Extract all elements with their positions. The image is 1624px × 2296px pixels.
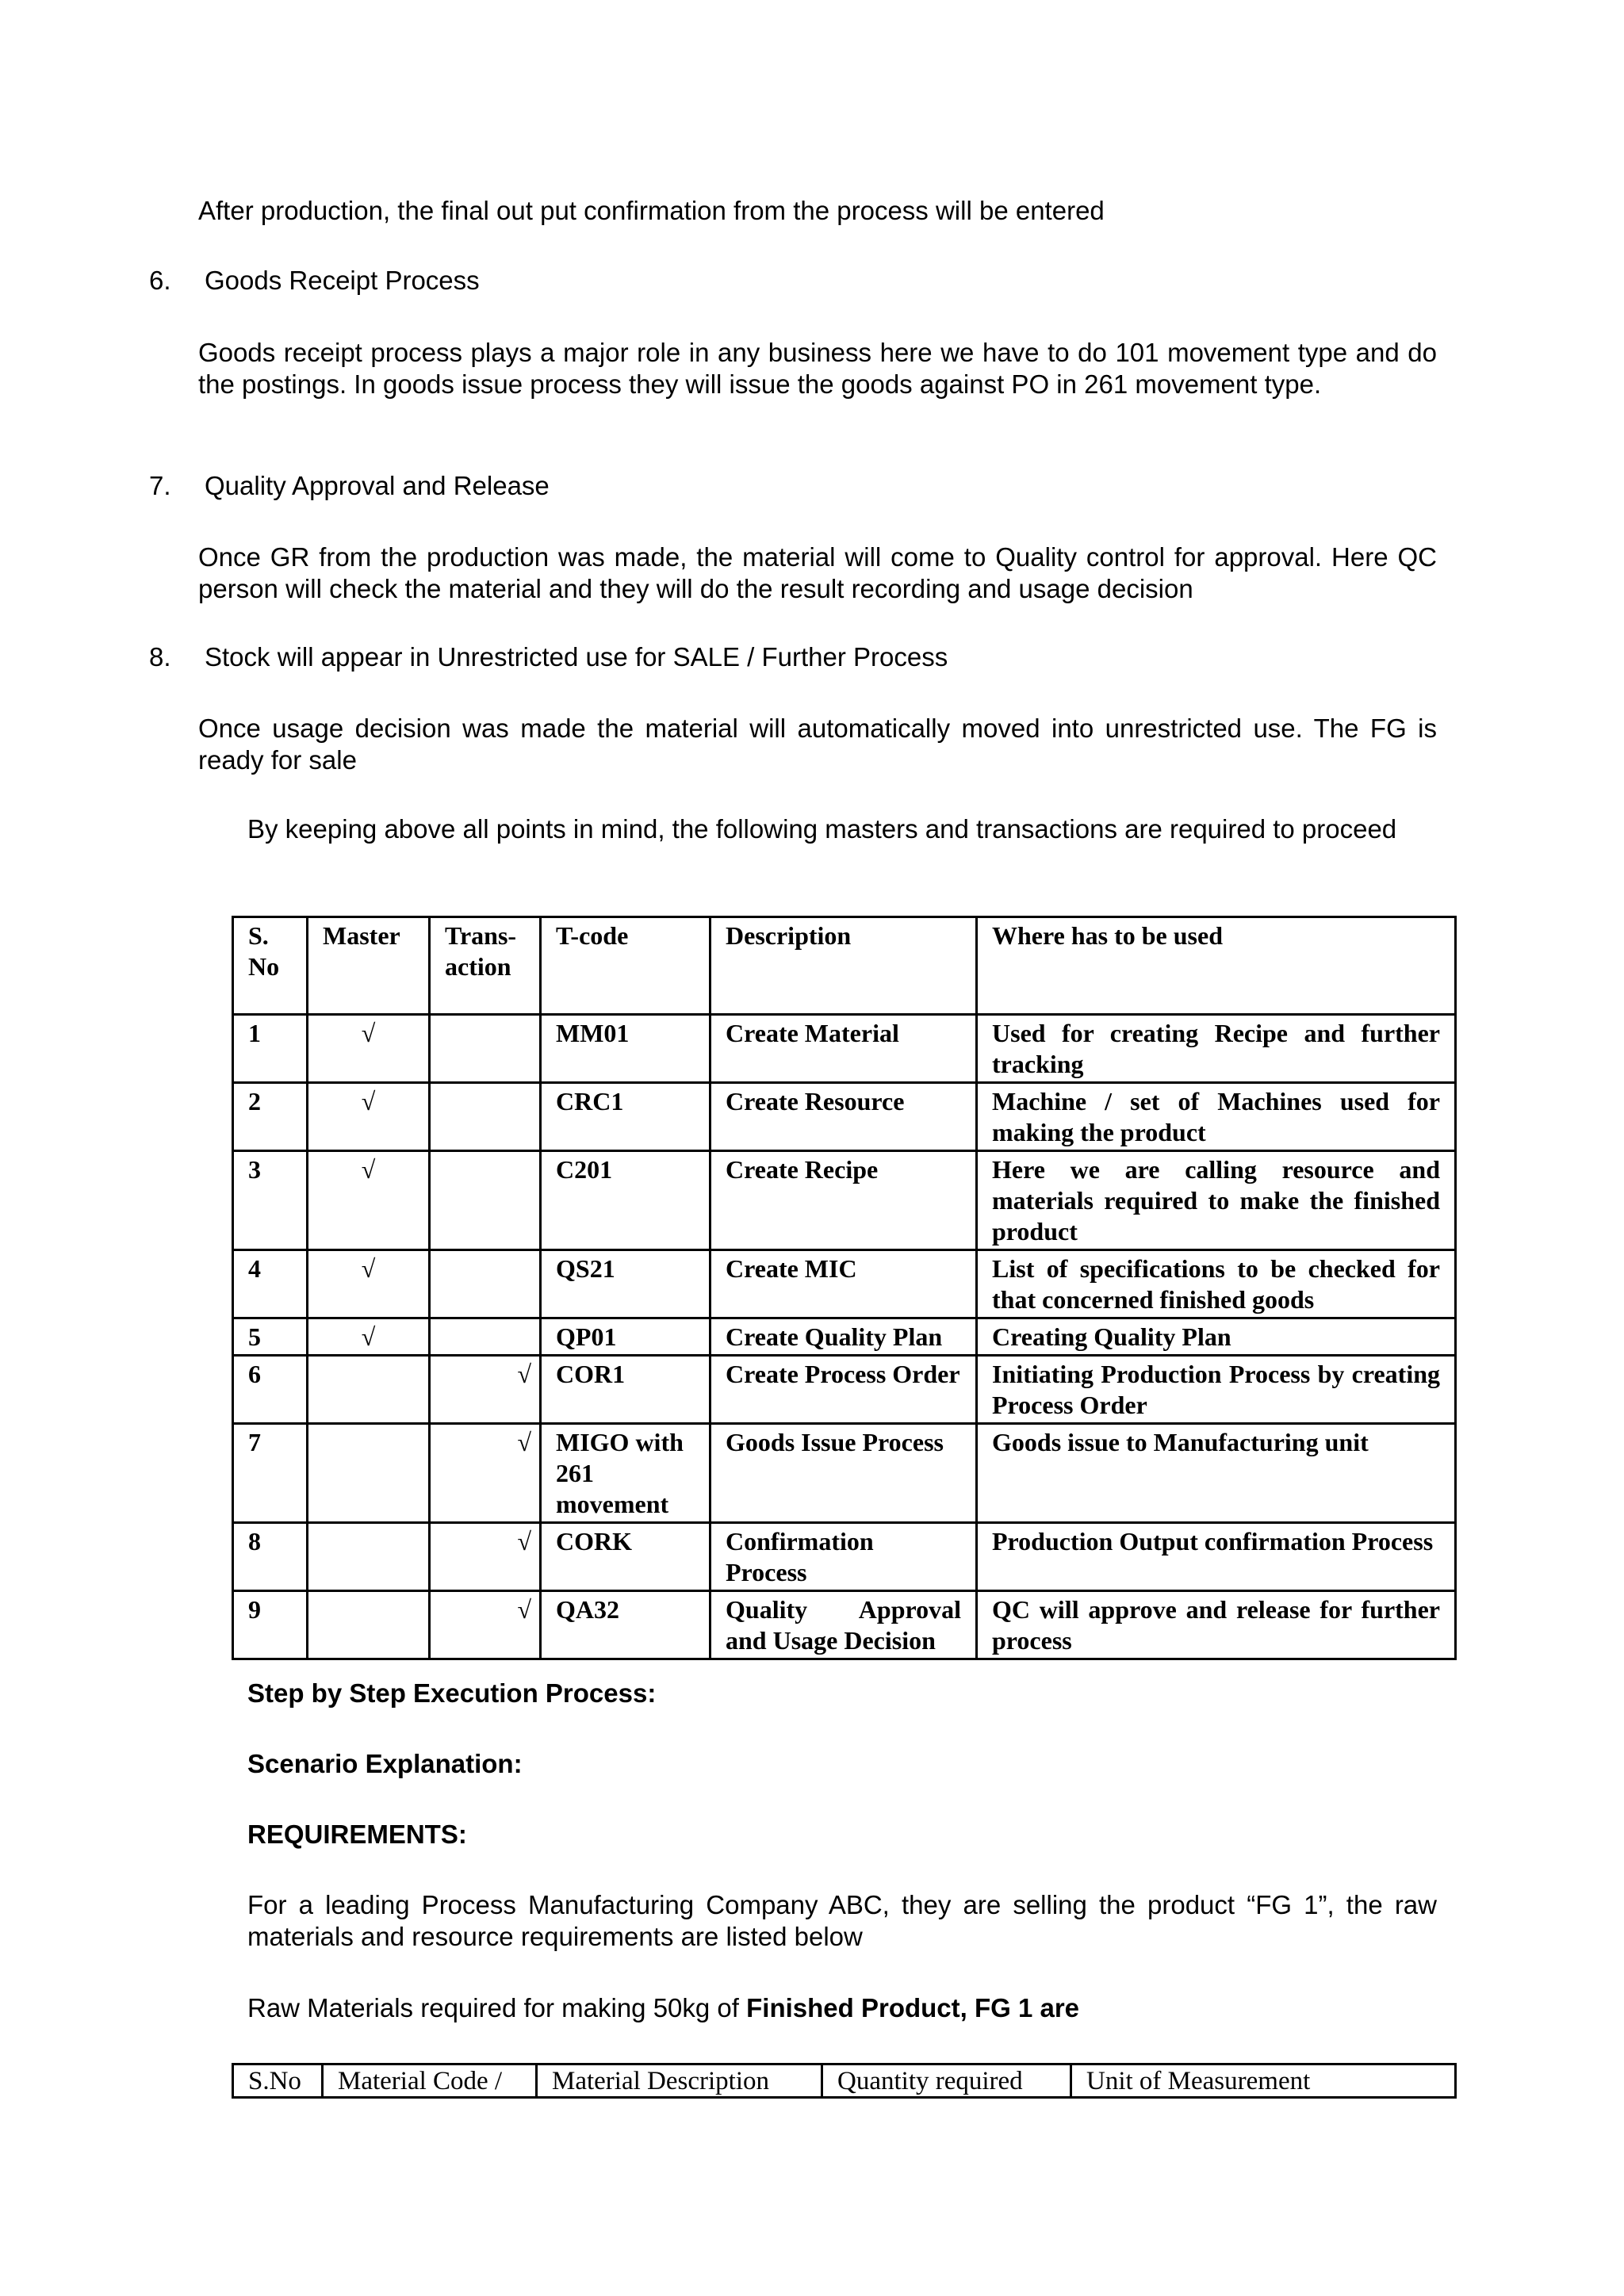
requirements-paragraph: For a leading Process Manufacturing Company ABC, they are selling the product “FG 1”, the raw materials and resource requirements are listed below	[247, 1890, 1437, 1951]
table-row	[233, 1424, 1456, 1523]
cell-sno: 8	[233, 1523, 308, 1591]
cell-where: Initiating Production Process by creating Process Order	[977, 1356, 1456, 1424]
cell-sno: 6	[233, 1356, 308, 1424]
cell-description: Confirmation Process	[710, 1523, 977, 1591]
section-body-7: Once GR from the production was made, the material will come to Quality control for approval. Here QC person will check the material and they will do the result recording and usage decision	[198, 542, 1437, 603]
cell-tcode: QP01	[541, 1318, 710, 1356]
header-master: Master	[308, 917, 430, 1015]
section-title: Quality Approval and Release	[205, 471, 550, 500]
cell-where: QC will approve and release for further process	[977, 1591, 1456, 1659]
heading-step-by-step: Step by Step Execution Process:	[247, 1678, 657, 1708]
header-tcode: T-code	[541, 917, 710, 1015]
cell-transaction-check: √	[430, 1356, 541, 1424]
cell-transaction-check	[430, 1083, 541, 1151]
cell-where: Creating Quality Plan	[977, 1318, 1456, 1356]
section-title: Stock will appear in Unrestricted use for SALE / Further Process	[205, 642, 948, 672]
cell-master-check	[308, 1424, 430, 1523]
cell-transaction-check: √	[430, 1424, 541, 1523]
cell-tcode: CORK	[541, 1523, 710, 1591]
cell-transaction-check: √	[430, 1591, 541, 1659]
table-row	[233, 1250, 1456, 1318]
cell-description: Create Quality Plan	[710, 1318, 977, 1356]
section-title: Goods Receipt Process	[205, 266, 480, 295]
cell-where: Machine / set of Machines used for making the product	[977, 1083, 1456, 1151]
cell-description: Create Resource	[710, 1083, 977, 1151]
cell-where: Here we are calling resource and materials required to make the finished product	[977, 1151, 1456, 1250]
raw-materials-bold-text: Finished Product, FG 1 are	[746, 1993, 1080, 2022]
header-transaction: Trans-action	[430, 917, 541, 1015]
cell-master-check	[308, 1591, 430, 1659]
cell-master-check: √	[308, 1015, 430, 1083]
cell-where: Used for creating Recipe and further tracking	[977, 1015, 1456, 1083]
cell-transaction-check	[430, 1015, 541, 1083]
cell-tcode: CRC1	[541, 1083, 710, 1151]
table-header-row	[233, 917, 1456, 1015]
cell-description: Quality Approval and Usage Decision	[710, 1591, 977, 1659]
section-body-6: Goods receipt process plays a major role in any business here we have to do 101 movement type and do the postings. In goods issue process they will issue the goods against PO in 261 movement type.	[198, 338, 1437, 399]
section-number: 6.	[149, 266, 171, 295]
raw-materials-line	[247, 1992, 1079, 2024]
intro-line: After production, the final out put confirmation from the process will be entered	[198, 196, 1105, 225]
section-heading-7	[149, 470, 550, 502]
cell-tcode: MM01	[541, 1015, 710, 1083]
cell-where: Production Output confirmation Process	[977, 1523, 1456, 1591]
table-header-row	[233, 2064, 1456, 2098]
cell-description: Goods Issue Process	[710, 1424, 977, 1523]
section-number: 7.	[149, 471, 171, 500]
table-row	[233, 1356, 1456, 1424]
cell-master-check: √	[308, 1318, 430, 1356]
cell-master-check: √	[308, 1151, 430, 1250]
cell-tcode: QS21	[541, 1250, 710, 1318]
cell-master-check	[308, 1356, 430, 1424]
cell-description: Create Process Order	[710, 1356, 977, 1424]
cell-tcode: COR1	[541, 1356, 710, 1424]
table-row	[233, 1523, 1456, 1591]
header-description: Description	[710, 917, 977, 1015]
cell-tcode: QA32	[541, 1591, 710, 1659]
header-quantity-required: Quantity required	[822, 2064, 1071, 2098]
section-heading-8	[149, 641, 948, 673]
cell-transaction-check: √	[430, 1523, 541, 1591]
cell-transaction-check	[430, 1151, 541, 1250]
cell-tcode: C201	[541, 1151, 710, 1250]
table-row	[233, 1083, 1456, 1151]
transition-paragraph: By keeping above all points in mind, the following masters and transactions are required to proceed	[247, 814, 1397, 844]
cell-sno: 7	[233, 1424, 308, 1523]
cell-sno: 4	[233, 1250, 308, 1318]
cell-sno: 1	[233, 1015, 308, 1083]
cell-transaction-check	[430, 1250, 541, 1318]
cell-tcode: MIGO with 261 movement	[541, 1424, 710, 1523]
cell-where: Goods issue to Manufacturing unit	[977, 1424, 1456, 1523]
cell-master-check	[308, 1523, 430, 1591]
raw-materials-text: Raw Materials required for making 50kg of	[247, 1993, 747, 2022]
table-row	[233, 1591, 1456, 1659]
cell-master-check: √	[308, 1250, 430, 1318]
raw-materials-table	[232, 2063, 1457, 2099]
cell-master-check: √	[308, 1083, 430, 1151]
header-sno: S. No	[233, 917, 308, 1015]
table-row	[233, 1015, 1456, 1083]
heading-requirements: REQUIREMENTS:	[247, 1820, 467, 1849]
cell-description: Create Material	[710, 1015, 977, 1083]
section-number: 8.	[149, 642, 171, 672]
cell-transaction-check	[430, 1318, 541, 1356]
table-row	[233, 1318, 1456, 1356]
cell-sno: 5	[233, 1318, 308, 1356]
header-unit-of-measurement: Unit of Measurement	[1071, 2064, 1456, 2098]
cell-sno: 3	[233, 1151, 308, 1250]
heading-scenario: Scenario Explanation:	[247, 1749, 523, 1778]
header-where: Where has to be used	[977, 917, 1456, 1015]
cell-where: List of specifications to be checked for that concerned finished goods	[977, 1250, 1456, 1318]
section-heading-6	[149, 265, 480, 297]
cell-description: Create MIC	[710, 1250, 977, 1318]
tcode-table	[232, 916, 1457, 1660]
header-material-description: Material Description	[537, 2064, 822, 2098]
cell-description: Create Recipe	[710, 1151, 977, 1250]
cell-sno: 2	[233, 1083, 308, 1151]
header-material-code: Material Code /	[323, 2064, 537, 2098]
header-sno: S.No	[233, 2064, 323, 2098]
table-row	[233, 1151, 1456, 1250]
section-body-8: Once usage decision was made the material will automatically moved into unrestricted use. The FG is ready for sale	[198, 714, 1437, 775]
cell-sno: 9	[233, 1591, 308, 1659]
